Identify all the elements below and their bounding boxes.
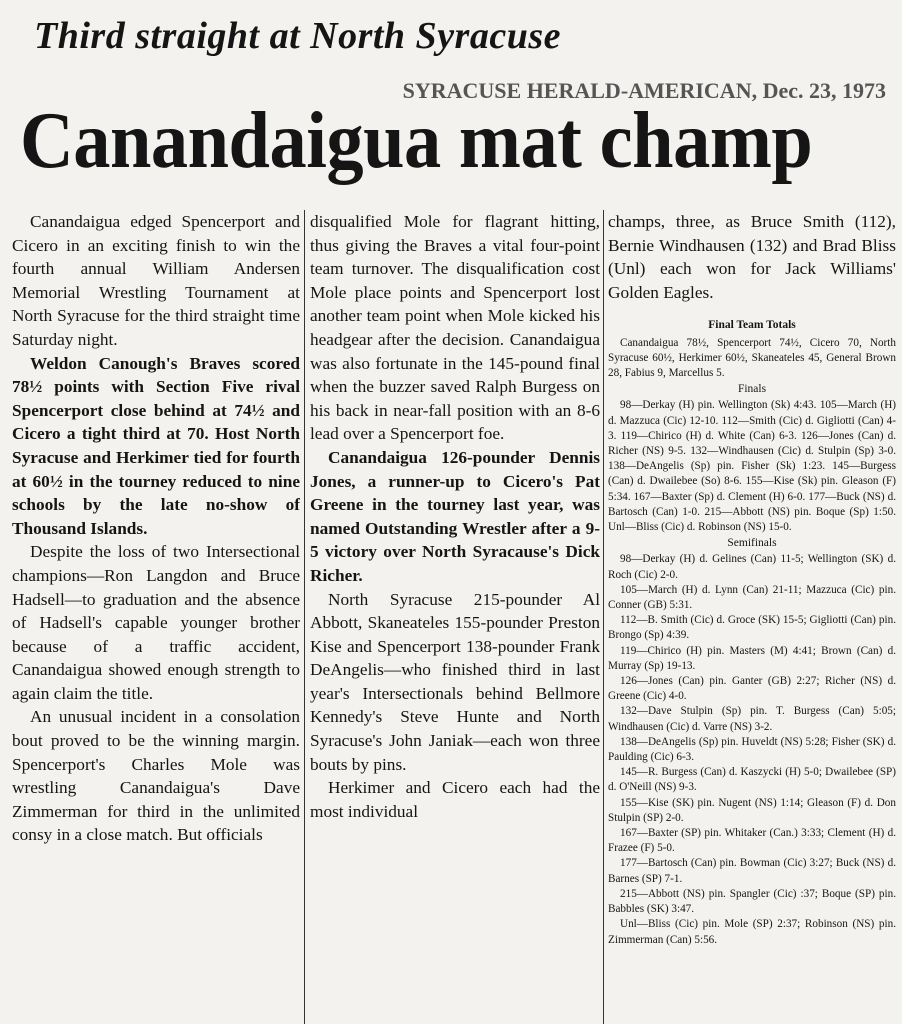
results-box — [608, 318, 896, 947]
article-column-1 — [12, 210, 300, 1024]
article-column-2 — [310, 210, 600, 1024]
semifinal-result: 177—Bartosch (Can) pin. Bowman (Cic) 3:27; Buck (NS) d. Barnes (SP) 7-1. — [608, 857, 896, 885]
semifinal-result: 215—Abbott (NS) pin. Spangler (Cic) :37; Boque (SP) pin. Babbles (SK) 3:47. — [608, 887, 896, 916]
semifinal-result: 126—Jones (Can) pin. Ganter (GB) 2:27; Richer (NS) d. Greene (Cic) 4-0. — [608, 675, 896, 703]
finals-results: 98—Derkay (H) pin. Wellington (Sk) 4:43. 105—March (H) d. Mazzuca (Cic) 12-10. 112—Smith (Cic) d. Gigliotti (Can) 4-3. 119—Chirico (H) d. White (Can) 6-3. 126—Jones (Can) d. Richer (NS) 9-5. 132—Windhausen (Cic) d. Stulpin (Sp) 3-0. 138—DeAngelis (Sp) pin. Fisher (Sk) 1:23. 145—Burgess (Can) d. Dwailebee (So) 8-6. 155—Kise (Sk) pin. Gleason (F) 5:34. 167—Baxter (Sp) d. Clement (H) 6-0. 177—Buck (NS) d. Bartosch (Can) 1-0. 215—Abbott (NS) pin. Boque (Sp) 1:50. Unl—Bliss (Cic) d. Robinson (NS) 15-0. — [608, 399, 896, 534]
kicker-headline: Third straight at North Syracuse — [34, 15, 561, 57]
paragraph: An unusual incident in a consolation bout proved to be the winning margin. Spencerport's Charles Mole was wrestling Canandaigua's Dave Zimmerman for third in the unlimited consy in a close match. But officials — [12, 707, 300, 845]
dateline: SYRACUSE HERALD-AMERICAN, Dec. 23, 1973 — [402, 78, 886, 103]
paragraph-bold: Canandaigua 126-pounder Dennis Jones, a runner-up to Cicero's Pat Greene in the tourney last year, was named Outstanding Wrestler after a 9-5 victory over North Syracause's Dick Richer. — [310, 447, 600, 585]
semifinal-result: 119—Chirico (H) pin. Masters (M) 4:41; Brown (Can) d. Murray (Sp) 19-13. — [608, 644, 896, 672]
semifinal-result: 112—B. Smith (Cic) d. Groce (SK) 15-5; Gigliotti (Can) pin. Brongo (Sp) 4:39. — [608, 614, 896, 642]
semifinal-result: 145—R. Burgess (Can) d. Kaszycki (H) 5-0; Dwailebee (SP) d. O'Neill (NS) 9-3. — [608, 766, 896, 794]
paragraph: disqualified Mole for flagrant hitting, thus giving the Braves a vital four-point team turnover. The disqualification cost Mole place points and Spencerport lost another team point when Mole kicked his headgear after the decision. Canandaigua was also fortunate in the 145-pound final when the buzzer saved Ralph Burgess on his back in near-fall position with an 8-6 lead over a Spencerport foe. — [310, 212, 600, 444]
paragraph: Canandaigua edged Spencerport and Cicero in an exciting finish to win the fourth annual William Andersen Memorial Wrestling Tournament at North Syracuse for the third straight time Saturday night. — [12, 212, 300, 349]
semifinal-result: Unl—Bliss (Cic) pin. Mole (SP) 2:37; Robinson (NS) pin. Zimmerman (Can) 5:56. — [608, 918, 896, 946]
team-totals: Canandaigua 78½, Spencerport 74½, Cicero 70, North Syracuse 60½, Herkimer 60½, Skaneateles 45, General Brown 28, Fabius 9, Marcellus 5. — [608, 336, 896, 379]
article-column-3 — [608, 210, 896, 1024]
semifinal-result: 98—Derkay (H) d. Gelines (Can) 11-5; Wellington (SK) d. Roch (Cic) 2-0. — [608, 553, 896, 581]
paragraph: Despite the loss of two Intersectional champions—Ron Langdon and Bruce Hadsell—to graduation and the absence of Hadsell's capable younger brother because of a traffic accident, Canandaigua showed enough strength to again claim the title. — [12, 542, 300, 703]
semifinal-result: 155—Kise (SK) pin. Nugent (NS) 1:14; Gleason (F) d. Don Stulpin (SP) 2-0. — [608, 796, 896, 824]
finals-heading: Finals — [737, 383, 767, 396]
main-headline: Canandaigua mat champ — [20, 97, 813, 185]
column-rule-1 — [304, 210, 305, 1024]
semifinal-result: 105—March (H) d. Lynn (Can) 21-11; Mazzuca (Cic) pin. Conner (GB) 5:31. — [608, 583, 896, 612]
semifinal-result: 138—DeAngelis (Sp) pin. Huveldt (NS) 5:28; Fisher (SK) d. Paulding (Cic) 6-3. — [608, 735, 896, 764]
paragraph: Herkimer and Cicero each had the most individual — [310, 778, 600, 821]
results-heading: Final Team Totals — [708, 319, 796, 332]
semifinal-result: 132—Dave Stulpin (Sp) pin. T. Burgess (Can) 5:05; Windhausen (Cic) d. Varre (NS) 3-2. — [608, 705, 896, 733]
paragraph-bold: Weldon Canough's Braves scored 78½ points with Section Five rival Spencerport close behind at 74½ and Cicero a tight third at 70. Host North Syracuse and Herkimer tied for fourth at 60½ in the tourney reduced to nine schools by the late no-show of Thousand Islands. — [12, 353, 300, 538]
paragraph: North Syracuse 215-pounder Al Abbott, Skaneateles 155-pounder Preston Kise and Spencerport 138-pounder Frank DeAngelis—who finished third in last year's Intersectionals behind Bellmore Kennedy's Steve Hunte and North Syracuse's John Janiak—each won three bouts by pins. — [310, 589, 600, 774]
semifinals-heading: Semifinals — [727, 537, 777, 550]
paragraph: champs, three, as Bruce Smith (112), Bernie Windhausen (132) and Brad Bliss (Unl) each won for Jack Williams' Golden Eagles. — [608, 212, 896, 302]
semifinal-result: 167—Baxter (SP) pin. Whitaker (Can.) 3:33; Clement (H) d. Frazee (F) 5-0. — [608, 827, 896, 855]
column-rule-2 — [603, 210, 604, 1024]
